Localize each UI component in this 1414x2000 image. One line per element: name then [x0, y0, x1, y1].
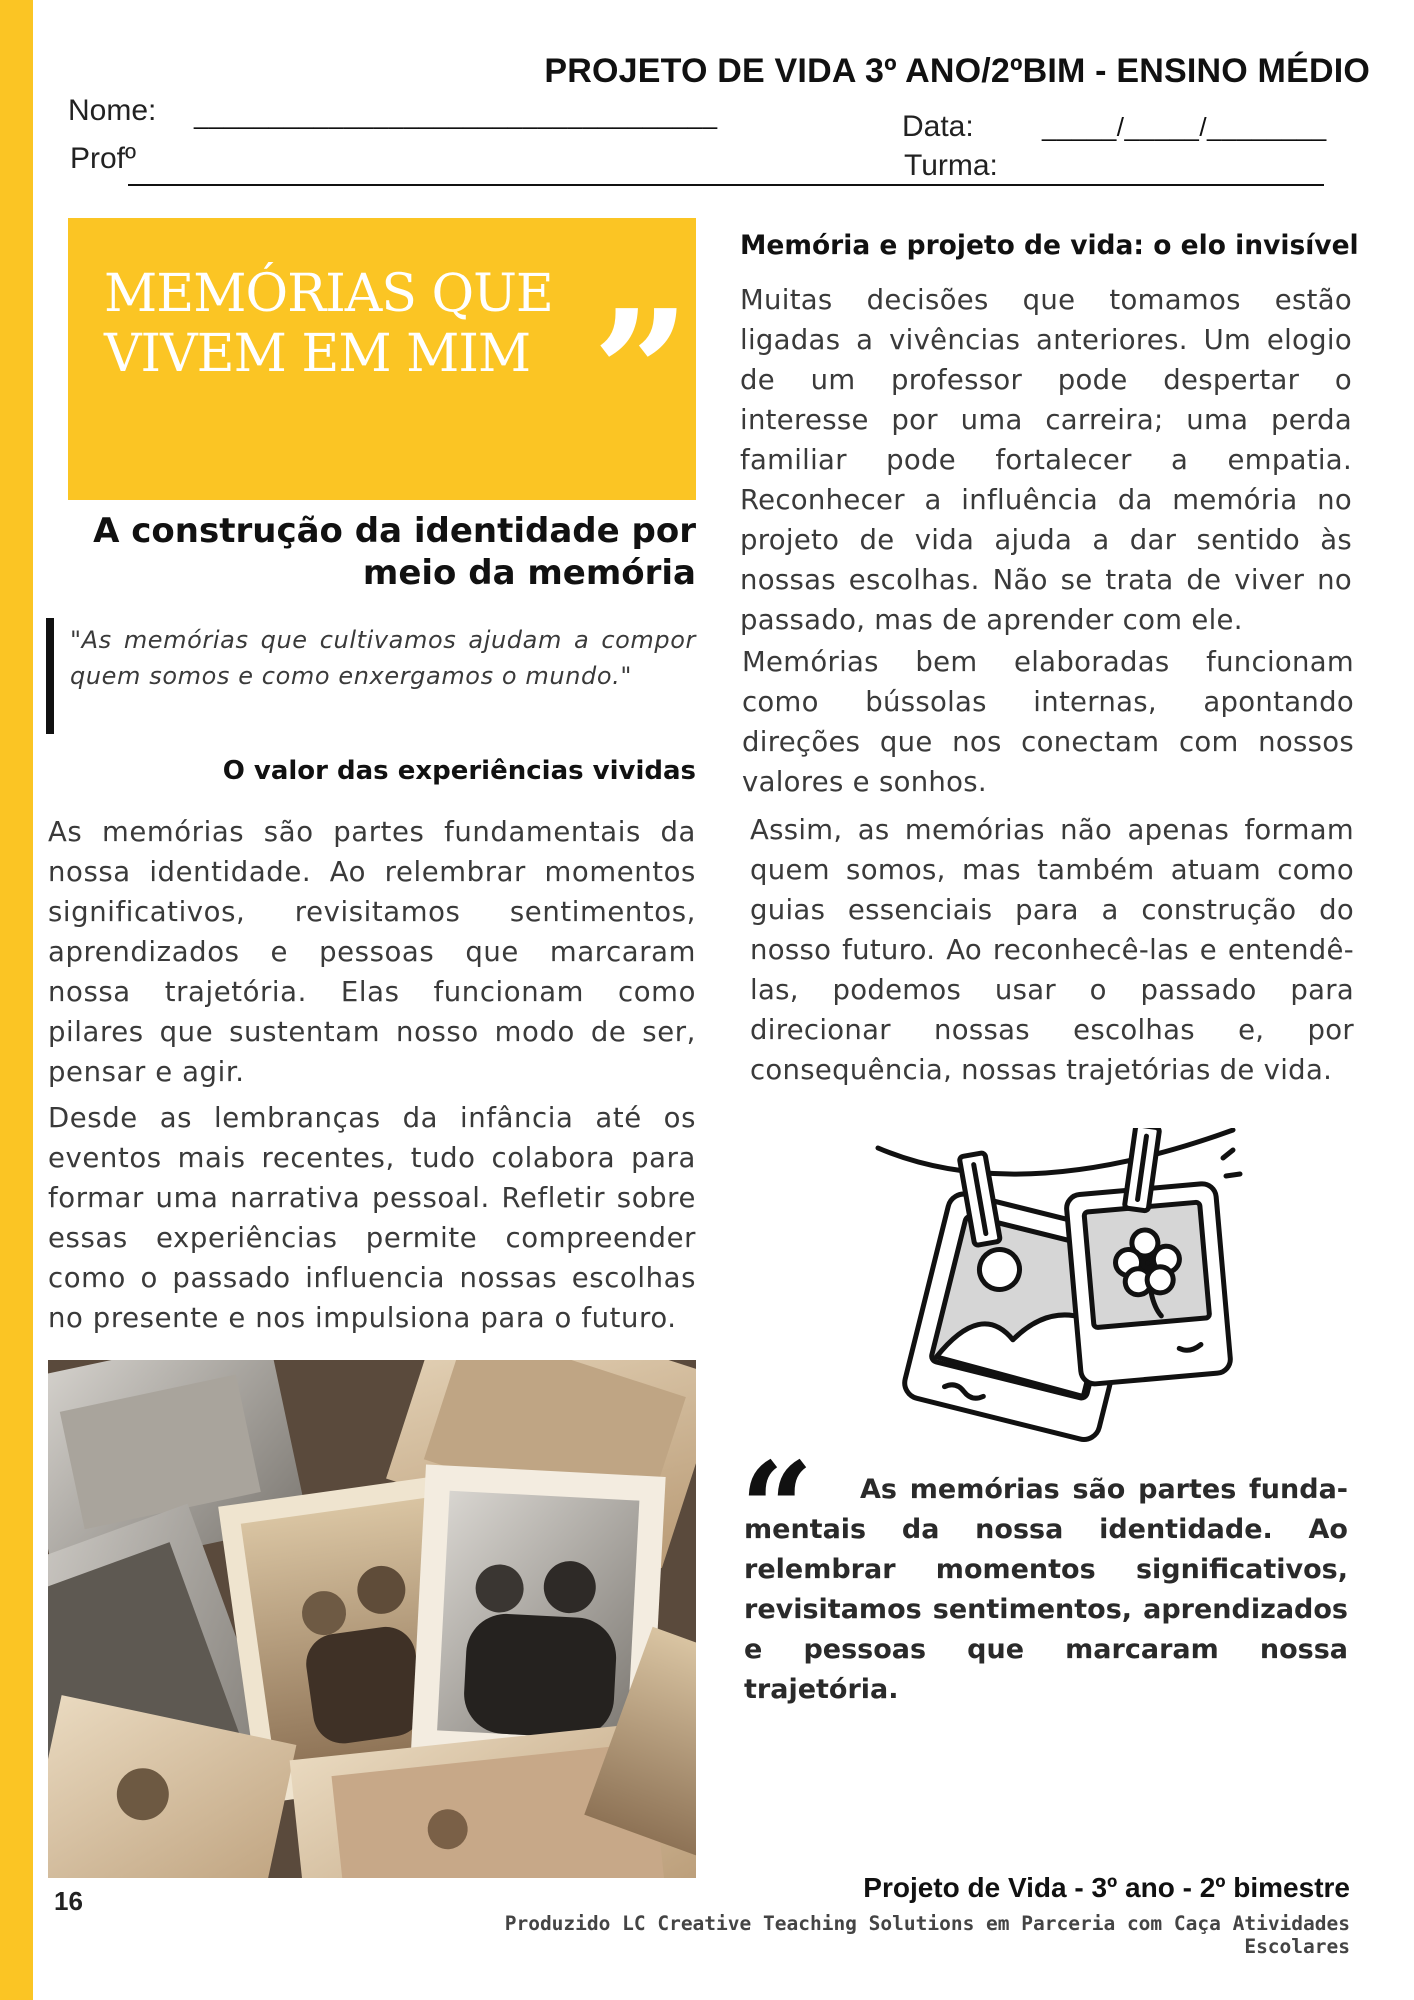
- pull-quote: As memórias são partes funda-mentais da nossa identidade. Ao relembrar momentos significativos, revisitamos sentimentos, aprendizados e pessoas que marcaram nossa trajetória.: [744, 1474, 1348, 1705]
- right-paragraph-3: Assim, as memórias não apenas formam quem somos, mas também atuam como guias essenciais para a construção do nosso futuro. Ao reconhecê-las e entendê-las, podemos usar o passado para direcionar nossas escolhas e, por consequência, nossas trajetórias de vida.: [750, 814, 1354, 1086]
- title-banner: [68, 218, 696, 500]
- date-label: Data:: [902, 110, 974, 143]
- closing-quote-icon: ”: [592, 273, 690, 473]
- vintage-photos-image: [48, 1360, 696, 1878]
- vintage-photos-collage: [48, 1360, 696, 1878]
- right-paragraph-1: Muitas decisões que tomamos estão ligadas a vivências anteriores. Um elogio de um professor pode despertar o interesse por uma carreira; uma perda familiar pode fortalecer a empatia. Reconhecer a influência da memória no projeto de vida ajuda a dar sentido às nossas escolhas. Não se trata de viver no passado, mas de aprender com ele.: [740, 284, 1352, 636]
- left-section-heading: O valor das experiências vividas: [222, 756, 696, 786]
- name-field[interactable]: ___________________________________: [194, 100, 718, 130]
- page-title: PROJETO DE VIDA 3º ANO/2ºBIM - ENSINO MÉDIO: [544, 52, 1370, 90]
- page-number: 16: [54, 1886, 83, 1916]
- footer-title: Projeto de Vida - 3º ano - 2º bimestre: [863, 1872, 1350, 1903]
- hanging-photos-icon: [868, 1128, 1248, 1448]
- opening-quote-icon: “: [740, 1435, 814, 1585]
- blockquote: [46, 618, 702, 734]
- accent-sidebar-bar: [0, 0, 33, 2000]
- name-label: Nome:: [68, 94, 157, 127]
- quote-text: "As memórias que cultivamos ajudam a compor quem somos e como enxergamos o mundo.": [70, 626, 696, 690]
- class-label: Turma:: [904, 149, 998, 182]
- prof-label: Profº: [70, 142, 136, 175]
- banner-title: MEMÓRIAS QUE VIVEM EM MIM: [104, 264, 553, 384]
- prof-field-line[interactable]: [128, 184, 1324, 186]
- right-section-heading: Memória e projeto de vida: o elo invisível: [740, 230, 1359, 261]
- date-field[interactable]: _____/_____/________: [1042, 112, 1327, 142]
- footer-credit: Produzido LC Creative Teaching Solutions em Parceria com Caça Atividades Escolares: [504, 1912, 1350, 1958]
- left-paragraph-1: As memórias são partes fundamentais da nossa identidade. Ao relembrar momentos significativos, revisitamos sentimentos, aprendizados e pessoas que marcaram nossa trajetória. Elas funcionam como pilares que sustentam nosso modo de ser, pensar e agir.: [48, 816, 696, 1088]
- right-paragraph-2: Memórias bem elaboradas funcionam como bússolas internas, apontando direções que nos conectam com nossos valores e sonhos.: [742, 646, 1354, 798]
- section-subtitle: A construção da identidade por meio da memória: [93, 511, 696, 593]
- left-paragraph-2: Desde as lembranças da infância até os eventos mais recentes, tudo colabora para formar uma narrativa pessoal. Refletir sobre essas experiências permite compreender como o passado influencia nossas escolhas no presente e nos impulsiona para o futuro.: [48, 1102, 696, 1334]
